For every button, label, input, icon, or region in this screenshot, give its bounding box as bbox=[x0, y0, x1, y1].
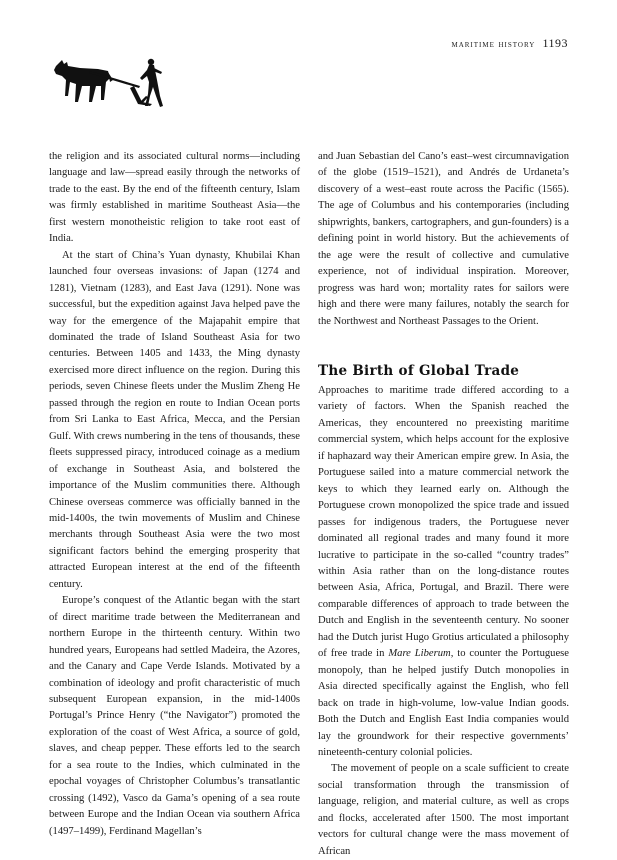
running-header bbox=[451, 36, 568, 51]
paragraph: and Juan Sebastian del Cano’s east–west circumnavigation of the globe (1519–1521), and Andrés de Urdaneta’s discovery of a west–east route across the Pacific (1565). The age of Columbus and his contemporaries (including shipwrights, bankers, cartographers, and gun-founders) is a defining point in world history. But the achievements of the age were the result of collective and cumulative experience, not of individual inspiration. Moreover, progress was hard won; mortality rates for sailors were high and there were many failures, notably the search for the Northwest and Northeast Passages to the Orient. bbox=[318, 151, 569, 327]
paragraph-text: to counter the Portuguese monopoly, than he helped justify Dutch monopolies in Asia directed specifically against the English, who fell back on trade in high-volume, low-value Indian goods. Both the Dutch and English East India companies would lay the groundwork for their respective governments’ nineteenth-century colonial policies. bbox=[318, 648, 569, 758]
ox-plough-farmer-icon bbox=[50, 56, 172, 116]
book-title: Mare Liberum, bbox=[388, 648, 454, 660]
right-column bbox=[318, 149, 569, 860]
page-number: 1193 bbox=[542, 36, 568, 50]
paragraph bbox=[318, 383, 569, 761]
paragraph: the religion and its associated cultural norms—including language and law—spread easily through the networks of trade to the east. By the end of the fifteenth century, Islam was firmly established in maritime Southeast Asia—the first western monotheistic religion to take root east of India. bbox=[49, 151, 300, 245]
section-heading: The Birth of Global Trade bbox=[318, 362, 520, 379]
paragraph: The movement of people on a scale sufficient to create social transformation through the transmission of language, religion, and material culture, as well as crops and flocks, accelerated after 1500. The most important vectors for cultural change were the mass movement of African bbox=[318, 763, 569, 857]
paragraph: Europe’s conquest of the Atlantic began with the start of direct maritime trade between the Mediterranean and northern Europe in the thirteenth century. Within two hundred years, Europeans had settled Madeira, the Azores, and the Canary and Cape Verde Islands. Motivated by a combination of ideology and profit characteristic of much subsequent European expansion, in the mid-1400s Portugal’s Prince Henry (“the Navigator”) promoted the exploration of the coast of West Africa, a source of gold, slaves, and cheap pepper. These efforts led to the search for a sea route to the Indies, which culminated in the epochal voyages of Christopher Columbus’s transatlantic crossing (1492), Vasco da Gama’s opening of a sea route between Europe and the Indian Ocean via southern Africa (1497–1499), Ferdinand Magellan’s bbox=[49, 595, 300, 837]
paragraph: At the start of China’s Yuan dynasty, Khubilai Khan launched four overseas invasions: of Japan (1274 and 1281), Vietnam (1283), and East Java (1291). None was successful, but the expedition against Java helped pave the way for the emergence of the Majapahit empire that dominated the trade of Island Southeast Asia for two centuries. Between 1405 and 1433, the Ming dynasty exercised more direct influence on the region. During this periods, seven Chinese fleets under the Muslim Zheng He passed through the region en route to Indian Ocean ports from Sri Lanka to East Africa, Mecca, and the Persian Gulf. With crews numbering in the tens of thousands, these fleets suppressed piracy, introduced coinage as a medium of exchange in Southeast Asia, and bolstered the importance of the Muslim communities there. Although Chinese overseas commerce was officially banned in the mid-1400s, the twin movements of Muslim and Chinese merchants through Southeast Asia were the two most significant factors behind the emerging prosperity that attracted European interest at the end of the fifteenth century. bbox=[49, 249, 300, 590]
left-column bbox=[49, 149, 300, 840]
paragraph-text: Approaches to maritime trade differed according to a variety of factors. When the Spanish reached the Americas, they encountered no preexisting maritime commercial system, which helps account for the explosive if haphazard way their American empire grew. In Asia, the Portuguese sailed into a mature commercial network the keys to which they learned early on. Although the Portuguese crown monopolized the spice trade and issued passes for indigenous traders, the Portuguese never dominated all regional trades and many found it more lucrative to participate in the so-called “country trades” within Asia rather than on the long-distance routes between Asia, Africa, Portugal, and Brazil. There were comparable differences of approach to trade between the Dutch and English in the seventeenth century. No sooner had the Dutch jurist Hugo Grotius articulated a philosophy of free trade in bbox=[318, 384, 569, 660]
running-title: maritime history bbox=[451, 39, 536, 50]
